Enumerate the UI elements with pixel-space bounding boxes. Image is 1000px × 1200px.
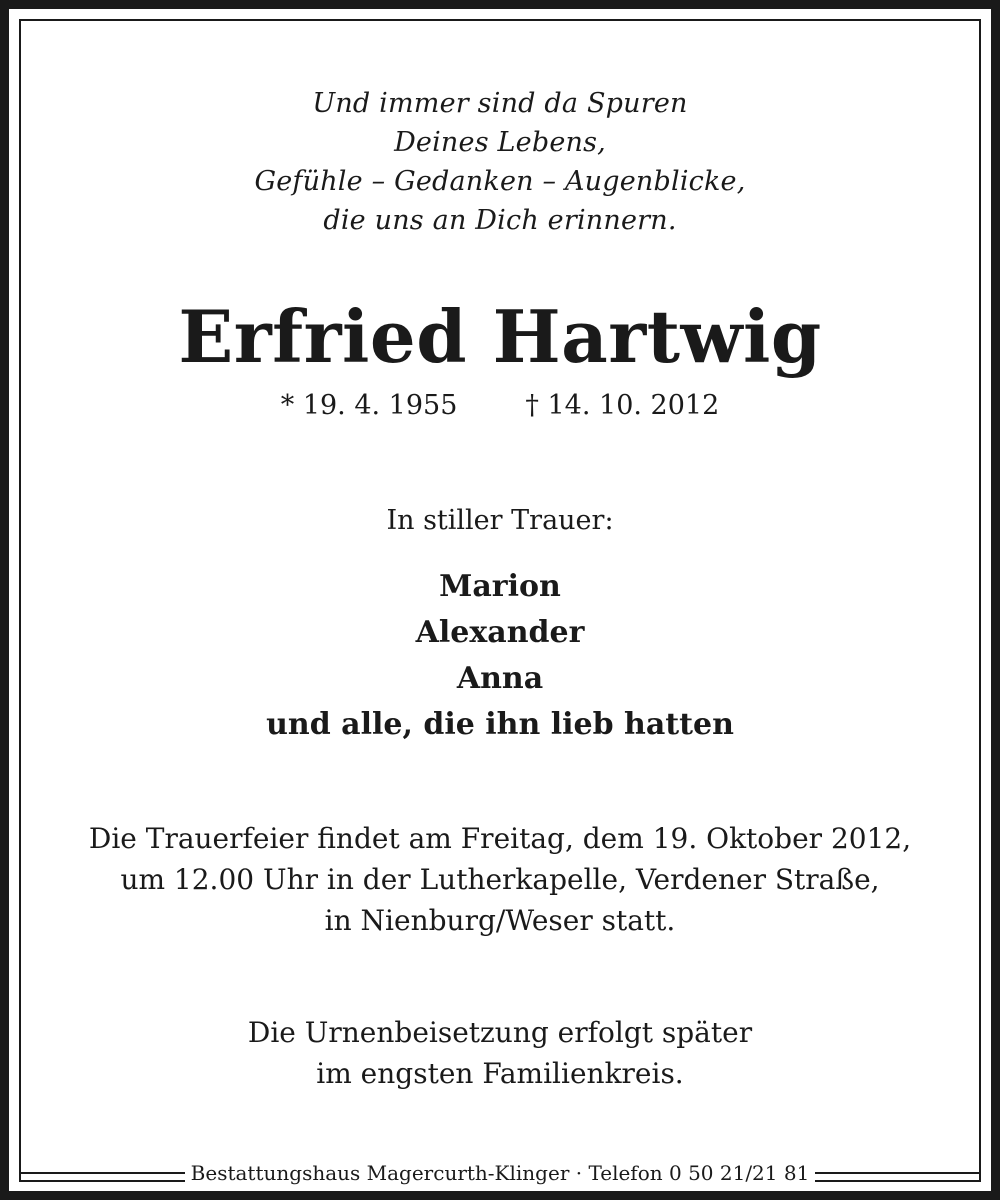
poem-line: Und immer sind da Spuren bbox=[312, 88, 688, 119]
death-date: † 14. 10. 2012 bbox=[525, 390, 720, 421]
poem-line: Gefühle – Gedanken – Augenblicke, bbox=[254, 166, 746, 197]
mourners-list bbox=[0, 564, 1000, 748]
life-dates bbox=[0, 388, 1000, 424]
urn-line: Die Urnenbeisetzung erfolgt später bbox=[247, 1016, 753, 1049]
urn-line: im engsten Familienkreis. bbox=[316, 1057, 684, 1090]
mourner-name: Marion bbox=[439, 569, 561, 604]
deceased-name: Erfried Hartwig bbox=[178, 294, 822, 379]
ceremony-line: Die Trauerfeier findet am Freitag, dem 19. Oktober 2012, bbox=[88, 822, 912, 855]
birth-date: * 19. 4. 1955 bbox=[280, 390, 458, 421]
ceremony-line: in Nienburg/Weser statt. bbox=[324, 904, 676, 937]
funeral-home-contact: Bestattungshaus Magercurth-Klinger · Telefon 0 50 21/21 81 bbox=[185, 1161, 816, 1185]
funeral-service-info bbox=[0, 818, 1000, 941]
urn-burial-info bbox=[0, 1012, 1000, 1094]
mourner-name: Anna bbox=[456, 661, 544, 696]
memorial-poem bbox=[0, 84, 1000, 240]
ceremony-line: um 12.00 Uhr in der Lutherkapelle, Verdener Straße, bbox=[120, 863, 880, 896]
footer-rule-left bbox=[21, 1172, 185, 1174]
mourner-name: und alle, die ihn lieb hatten bbox=[266, 707, 734, 742]
poem-line: die uns an Dich erinnern. bbox=[323, 205, 677, 236]
poem-line: Deines Lebens, bbox=[394, 127, 606, 158]
mourning-label: In stiller Trauer: bbox=[386, 505, 614, 536]
funeral-home-footer bbox=[21, 1158, 979, 1188]
mourner-name: Alexander bbox=[415, 615, 585, 650]
footer-rule-right bbox=[815, 1172, 979, 1174]
